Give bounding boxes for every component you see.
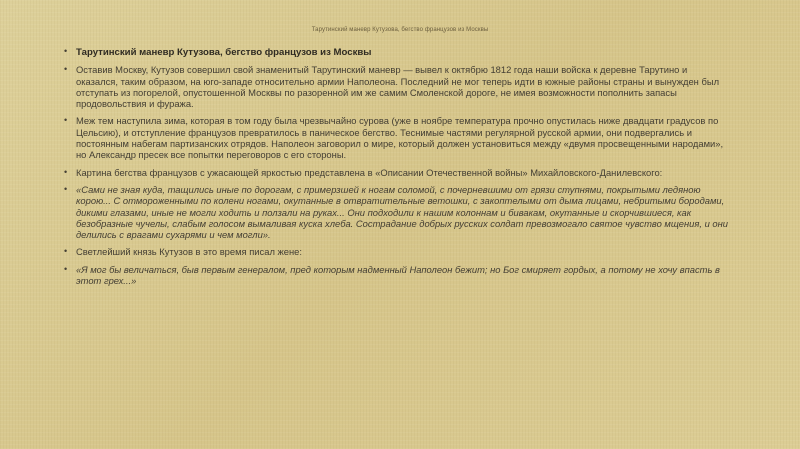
- quote-text: «Я мог бы величаться, быв первым генералом, пред которым надменный Наполеон бежит; но Бог смиряет гордых, а потому не хочу впасть в этот грех...»: [76, 263, 720, 287]
- bullet-icon: •: [64, 263, 68, 274]
- bullet-quote-retreat: [64, 184, 730, 240]
- bullet-icon: •: [64, 115, 68, 126]
- heading-text: Тарутинский маневр Кутузова, бегство французов из Москвы: [76, 47, 372, 58]
- bullet-paragraph-description: [64, 167, 730, 178]
- slide-content: [64, 46, 730, 292]
- bullet-icon: •: [64, 183, 68, 194]
- slide-title: Тарутинский маневр Кутузова, бегство французов из Москвы: [311, 27, 489, 33]
- paragraph-text: Оставив Москву, Кутузов совершил свой знаменитый Тарутинский маневр — вывел к октябрю 1812 года наши войска к деревне Тарутино и оказался, таким образом, на юго-западе относительно армии Наполеона. Последний не мог теперь идти в южные районы страны и вынужден был отступать из погорелой, опустошенной Москвы по разоренной им же самим Смоленской дороге, не имея возможности пополнить запасы продовольствия и фуража.: [76, 64, 720, 110]
- paragraph-text: Меж тем наступила зима, которая в том году была чрезвычайно сурова (уже в ноябре температура прочно опустилась ниже двадцати градусов по Цельсию), и отступление французов превратилось в паническое бегство. Теснимые частями регулярной русской армии, они подвергались и постоянным набегам партизанских отрядов. Наполеон заговорил о мире, который должен установиться между «двумя просвещенными народами», но Александр пресек все попытки переговоров с его стороны.: [76, 115, 724, 161]
- bullet-quote-kutuzov: [64, 264, 730, 287]
- paragraph-text: Картина бегства французов с ужасающей яркостью представлена в «Описании Отечественной войны» Михайловского-Данилевского:: [76, 166, 663, 178]
- bullet-icon: •: [64, 166, 68, 177]
- bullet-heading: [64, 46, 730, 58]
- bullet-paragraph-winter: [64, 115, 730, 160]
- bullet-icon: •: [64, 246, 68, 257]
- bullet-icon: •: [64, 46, 68, 56]
- paragraph-text: Светлейший князь Кутузов в это время писал жене:: [76, 246, 303, 258]
- bullet-icon: •: [64, 64, 68, 75]
- quote-text: «Сами не зная куда, тащились иные по дорогам, с примерзшей к ногам соломой, с почерневшими от грязи ступнями, покрытыми ледяною корою... С отмороженными по колени ногами, окутанные в отвратительные ветошки, с закоптелыми от дыма лицами, небритыми бородами, дикими глазами, иные не могли ходить и ползали на руках... Они подходили к нашим колоннам и бивакам, окутанные и скорчившиеся, как безобразные чучелы, слабым голосом вымаливая куска хлеба. Сострадание добрых русских солдат превозмогало святое чувство мщения, и они делились с врагами сухарями и чем могли».: [76, 183, 729, 241]
- bullet-paragraph-tarutino: [64, 64, 730, 109]
- bullet-paragraph-kutuzov: [64, 246, 730, 257]
